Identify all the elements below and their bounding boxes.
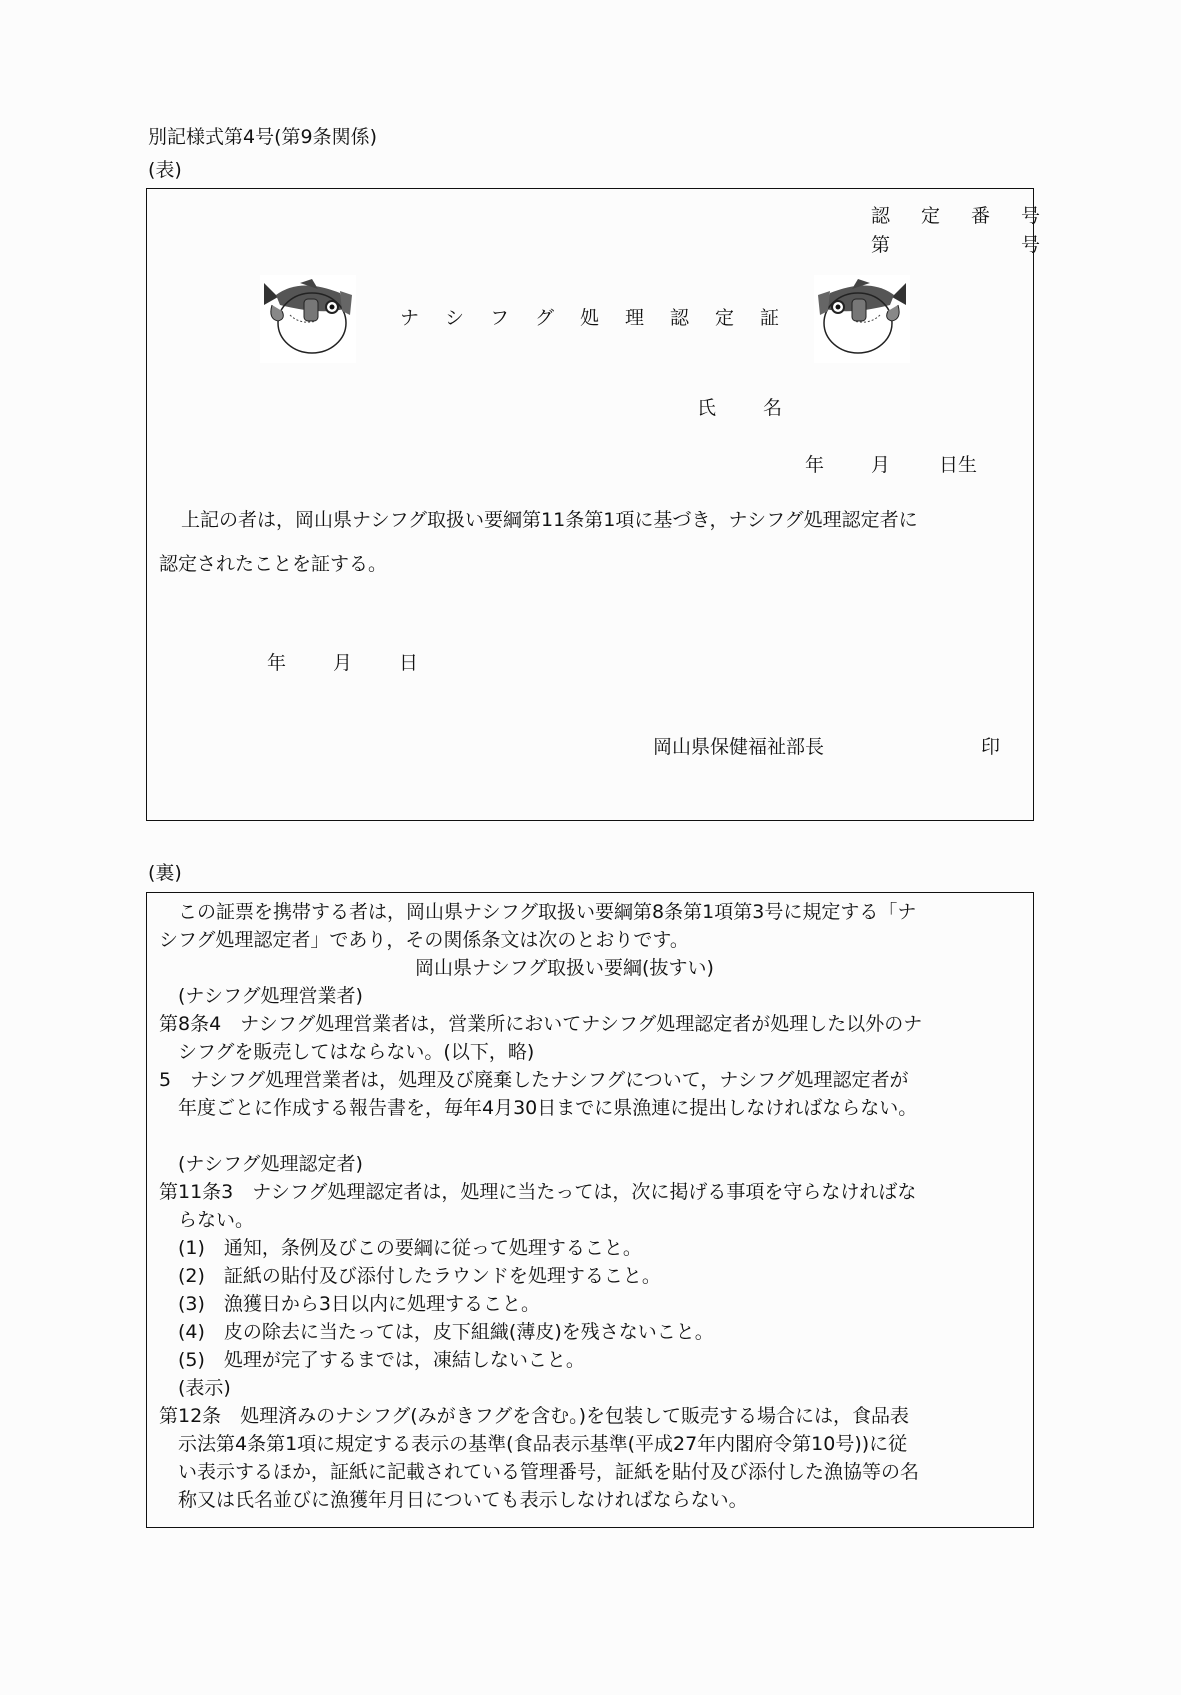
back-text-line: 第8条4 ナシフグ処理営業者は，営業所においてナシフグ処理認定者が処理した以外のナ xyxy=(159,1013,923,1035)
back-text-line: らない。 xyxy=(159,1209,255,1231)
back-text-line: い表示するほか，証紙に記載されている管理番号，証紙を貼付及び添付した漁協等の名 xyxy=(159,1461,920,1483)
back-text-line: 年度ごとに作成する報告書を，毎年4月30日までに県漁連に提出しなければならない。 xyxy=(159,1097,918,1119)
certification-statement-line1: 上記の者は，岡山県ナシフグ取扱い要綱第11条第1項に基づき，ナシフグ処理認定者に xyxy=(181,509,918,531)
list-item: (2) 証紙の貼付及び添付したラウンドを処理すること。 xyxy=(159,1265,661,1287)
title-char: 理 xyxy=(625,307,645,329)
cert-number-suffix: 号 xyxy=(1021,234,1041,256)
title-char: ナ xyxy=(400,307,420,329)
cert-number-prefix: 第 xyxy=(871,234,891,256)
section-heading: (ナシフグ処理認定者) xyxy=(159,1153,363,1175)
cert-char: 定 xyxy=(921,205,941,227)
list-item: (4) 皮の除去に当たっては，皮下組織(薄皮)を残さないこと。 xyxy=(159,1321,714,1343)
birth-year-label: 年 xyxy=(805,454,825,476)
document-title xyxy=(400,307,805,329)
title-char: 認 xyxy=(670,307,690,329)
section-heading: (表示) xyxy=(159,1377,231,1399)
birth-month-label: 月 xyxy=(871,454,891,476)
cert-char: 番 xyxy=(971,205,991,227)
list-item: (1) 通知，条例及びこの要綱に従って処理すること。 xyxy=(159,1237,642,1259)
certification-statement-line2: 認定されたことを証する。 xyxy=(159,553,388,575)
title-char: 証 xyxy=(760,307,780,329)
issuer-name: 岡山県保健福祉部長 xyxy=(653,736,825,758)
issue-day-label: 日 xyxy=(399,652,419,674)
name-label-char: 氏 xyxy=(697,397,717,419)
pufferfish-icon xyxy=(260,275,356,363)
title-char: 定 xyxy=(715,307,735,329)
seal-mark: 印 xyxy=(981,736,1001,758)
name-label-char: 名 xyxy=(763,397,783,419)
pufferfish-icon xyxy=(814,275,910,363)
certificate-back xyxy=(146,892,1034,1528)
back-text-line: シフグを販売してはならない。(以下，略) xyxy=(159,1041,535,1063)
list-item: (3) 漁獲日から3日以内に処理すること。 xyxy=(159,1293,541,1315)
birth-day-label: 日生 xyxy=(939,454,978,476)
title-char: グ xyxy=(535,307,555,329)
cert-char: 号 xyxy=(1021,205,1041,227)
title-char: シ xyxy=(445,307,465,329)
back-text-line: 5 ナシフグ処理営業者は，処理及び廃棄したナシフグについて，ナシフグ処理認定者が xyxy=(159,1069,909,1091)
form-number-label: 別記様式第4号(第9条関係) xyxy=(148,126,378,148)
back-text-line: 示法第4条第1項に規定する表示の基準(食品表示基準(平成27年内閣府令第10号))に従 xyxy=(159,1433,908,1455)
title-char: フ xyxy=(490,307,510,329)
back-text-line: 第11条3 ナシフグ処理認定者は，処理に当たっては，次に掲げる事項を守らなければな xyxy=(159,1181,917,1203)
back-side-label: (裏) xyxy=(148,862,182,884)
section-heading: (ナシフグ処理営業者) xyxy=(159,985,363,1007)
back-text-line: 称又は氏名並びに漁獲年月日についても表示しなければならない。 xyxy=(159,1489,748,1511)
back-text-line: シフグ処理認定者」であり，その関係条文は次のとおりです。 xyxy=(159,929,689,951)
front-side-label: (表) xyxy=(148,159,182,181)
certificate-front xyxy=(146,188,1041,821)
cert-char: 認 xyxy=(871,205,891,227)
back-text-line: 第12条 処理済みのナシフグ(みがきフグを含む。)を包装して販売する場合には，食品表 xyxy=(159,1405,909,1427)
issue-month-label: 月 xyxy=(333,652,353,674)
excerpt-heading: 岡山県ナシフグ取扱い要綱(抜すい) xyxy=(415,957,714,979)
back-text-line: この証票を携帯する者は，岡山県ナシフグ取扱い要綱第8条第1項第3号に規定する「ナ xyxy=(159,901,917,923)
title-char: 処 xyxy=(580,307,600,329)
list-item: (5) 処理が完了するまでは，凍結しないこと。 xyxy=(159,1349,585,1371)
issue-year-label: 年 xyxy=(267,652,287,674)
